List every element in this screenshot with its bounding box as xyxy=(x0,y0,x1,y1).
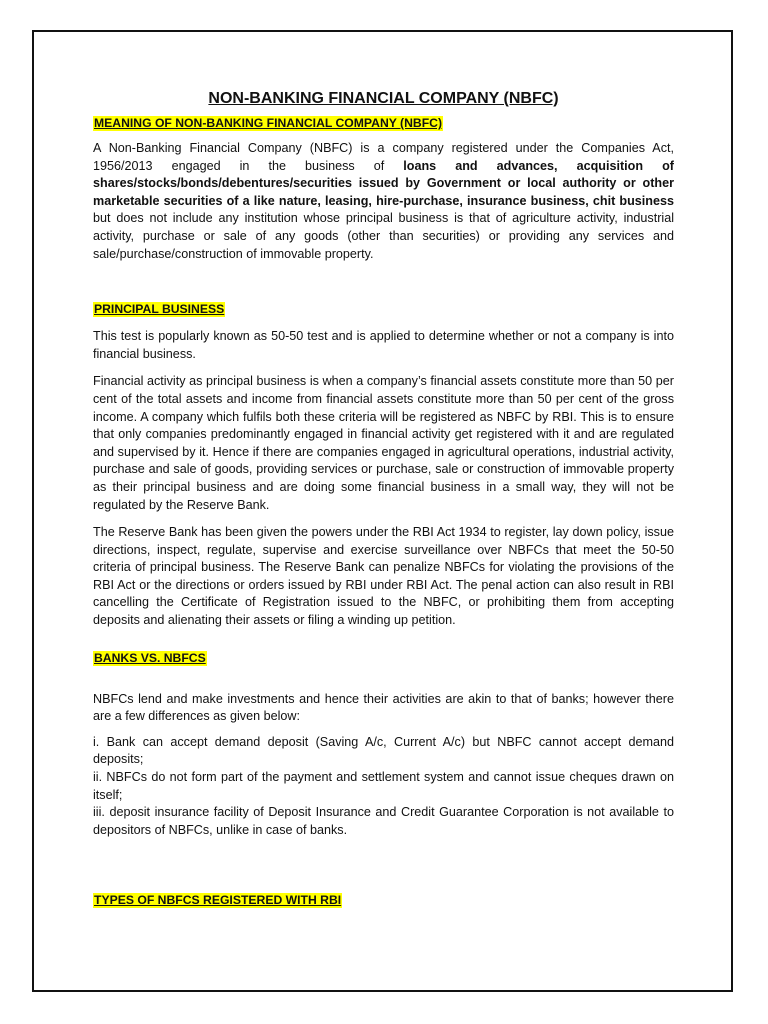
section-heading-principal: PRINCIPAL BUSINESS xyxy=(94,302,225,317)
section-heading-types: TYPES OF NBFCS REGISTERED WITH RBI xyxy=(94,893,342,908)
meaning-text-start: A Non-Banking Financial Company (NBFC) is a company registered under the Companies Act, 1956/2013 engaged in the business of xyxy=(93,141,674,173)
meaning-paragraph xyxy=(93,140,674,263)
banks-intro-paragraph: NBFCs lend and make investments and hence their activities are akin to that of banks; however there are a few differences as given below: xyxy=(93,691,674,724)
list-item: i. Bank can accept demand deposit (Saving A/c, Current A/c) but NBFC cannot accept demand deposits; xyxy=(93,734,674,767)
principal-paragraph-1: This test is popularly known as 50-50 test and is applied to determine whether or not a company is into financial business. xyxy=(93,329,674,361)
page-title: NON-BANKING FINANCIAL COMPANY (NBFC) xyxy=(208,90,559,107)
meaning-text-bold: loans and advances, acquisition of shares/stocks/bonds/debentures/securities issued by Government or local authority or other marketable securities of a like nature, leasing, hire-purchase, insurance business, chit business xyxy=(93,158,674,208)
meaning-text-end: but does not include any institution whose principal business is that of agriculture activity, industrial activity, purchase or sale of any goods (other than securities) or providing any services and sale/purchase/construction of immovable property. xyxy=(93,211,674,261)
list-item: iii. deposit insurance facility of Deposit Insurance and Credit Guarantee Corporation is not available to depositors of NBFCs, unlike in case of banks. xyxy=(93,805,674,837)
document-body xyxy=(93,88,674,909)
section-heading-banks: BANKS VS. NBFCS xyxy=(94,650,206,665)
principal-paragraph-2: Financial activity as principal business is when a company’s financial assets constitute more than 50 per cent of the total assets and income from financial assets constitute more than 50 per cent of the gross income. A company which fulfils both these criteria will be registered as NBFC by RBI. This is to ensure that only companies predominantly engaged in financial activity get registered with it and are regulated and supervised by it. Hence if there are companies engaged in agricultural operations, industrial activity, purchase and sale of goods, providing services or purchase, sale or construction of immovable property as their principal business and are doing some financial business in a small way, they will not be regulated by the Reserve Bank. xyxy=(93,374,674,512)
banks-differences-list xyxy=(93,734,674,840)
list-item: ii. NBFCs do not form part of the payment and settlement system and cannot issue cheques drawn on itself; xyxy=(93,770,674,802)
section-heading-meaning: MEANING OF NON-BANKING FINANCIAL COMPANY (NBFC) xyxy=(94,116,443,130)
principal-paragraph-3: The Reserve Bank has been given the powers under the RBI Act 1934 to register, lay down policy, issue directions, inspect, regulate, supervise and exercise surveillance over NBFCs that meet the 50-50 criteria of principal business. The Reserve Bank can penalize NBFCs for violating the provisions of the RBI Act or the directions or orders issued by RBI under RBI Act. The penal action can also result in RBI cancelling the Certificate of Registration issued to the NBFC, or prohibiting them from accepting deposits and alienating their assets or filing a winding up petition. xyxy=(93,525,674,628)
